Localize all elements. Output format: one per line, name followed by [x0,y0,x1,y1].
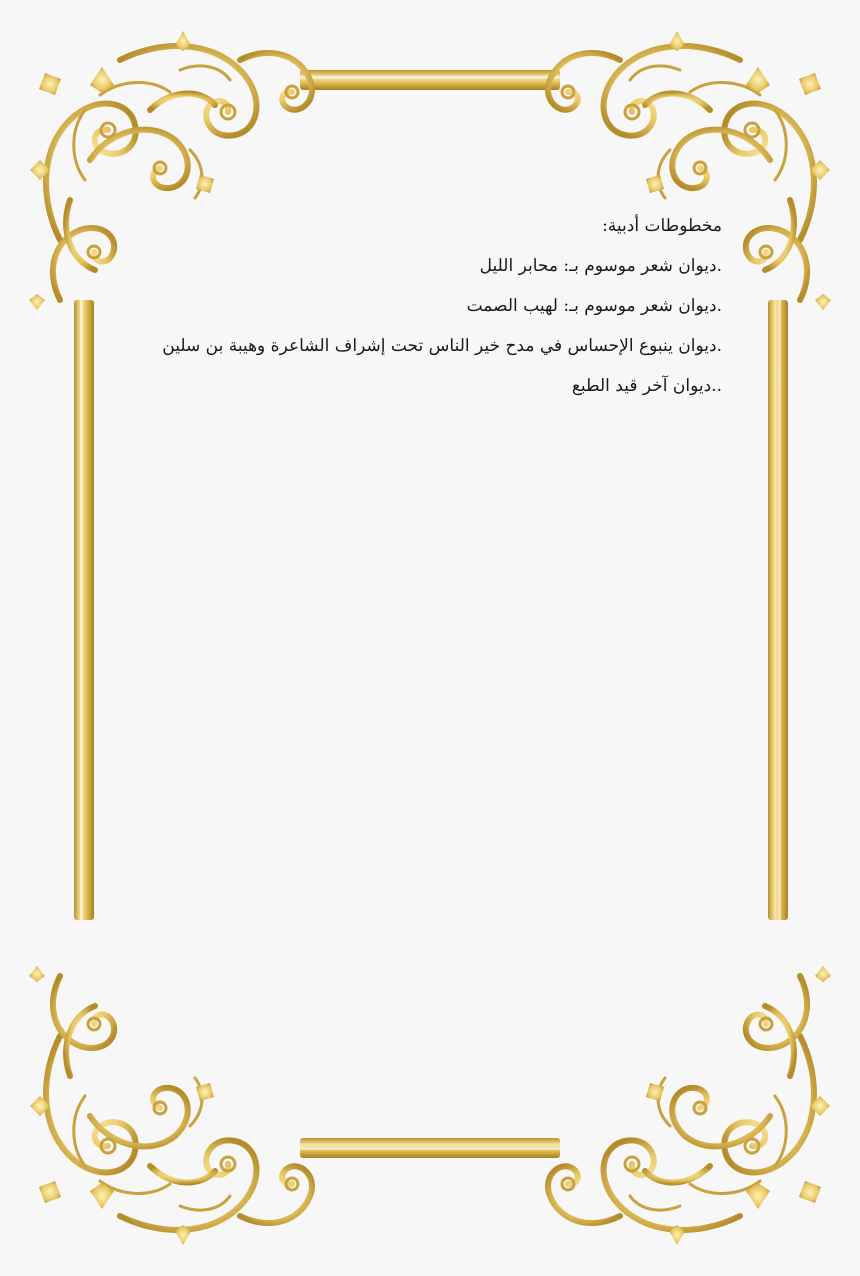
manuscripts-heading: مخطوطات أدبية: [602,216,722,236]
manuscript-line: .ديوان ينبوع الإحساس في مدح خير الناس تحت إشراف الشاعرة وهيبة بن سلين [162,336,722,356]
manuscript-line: .ديوان شعر موسوم بـ: محابر الليل [479,256,722,276]
manuscripts-text [162,208,722,408]
manuscript-line: .ديوان شعر موسوم بـ: لهيب الصمت [466,296,722,316]
manuscript-line: ..ديوان آخر قيد الطبع [571,376,722,396]
